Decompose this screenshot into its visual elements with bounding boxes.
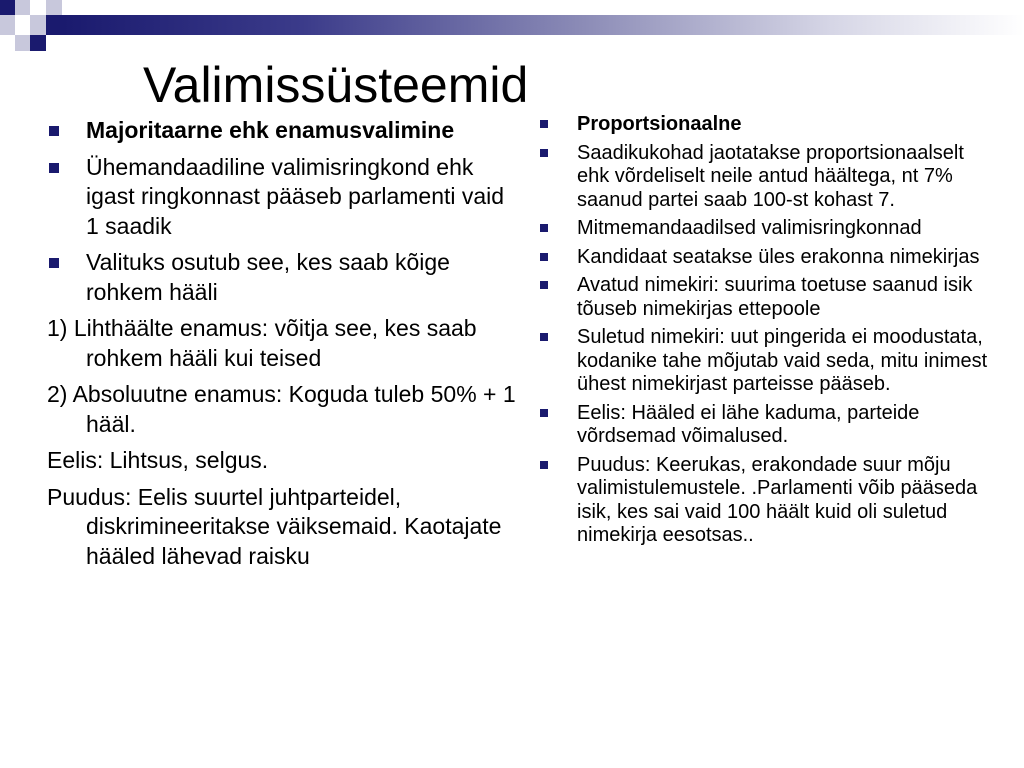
header-square-7 (15, 35, 30, 51)
list-item-text: Eelis: Hääled ei lähe kaduma, parteide võrdsemad võimalused. (577, 401, 920, 447)
list-item-text: Valituks osutub see, kes saab kõige rohkem hääli (86, 249, 450, 305)
list-item-text: Eelis: Lihtsus, selgus. (47, 447, 269, 473)
list-item (537, 274, 997, 321)
square-bullet-icon (540, 120, 548, 128)
slide-title: Valimissüsteemid (143, 57, 529, 113)
header-square-1 (0, 0, 15, 15)
list-item (47, 314, 517, 373)
list-item (47, 153, 517, 242)
list-item-text: 1) Lihthäälte enamus: võitja see, kes saab rohkem hääli kui teised (47, 315, 477, 371)
list-item-text: Saadikukohad jaotatakse proportsionaalselt ehk võrdeliselt neile antud häältega, nt 7% saanud partei saab 100-st kohast 7. (577, 141, 964, 211)
header-gradient-bar (62, 15, 1024, 35)
header-square-3 (46, 0, 62, 15)
square-bullet-icon (49, 163, 59, 173)
list-item-text: Puudus: Eelis suurtel juhtparteidel, diskrimineeritakse väiksemaid. Kaotajate hääled lähevad raisku (47, 483, 502, 569)
list-item (537, 217, 997, 241)
list-item (537, 402, 997, 449)
square-bullet-icon (540, 149, 548, 157)
list-item (537, 246, 997, 270)
square-bullet-icon (540, 333, 548, 341)
list-item-text: Suletud nimekiri: uut pingerida ei moodustata, kodanike tahe mõjutab vaid seda, mitu inimest ühest nimekirjast parteisse pääseb. (577, 326, 988, 395)
right-column-list (537, 113, 997, 553)
list-item (537, 142, 997, 213)
header-square-5 (30, 15, 46, 35)
square-bullet-icon (540, 281, 548, 289)
list-item-text: 2) Absoluutne enamus: Koguda tuleb 50% + 1 hääl. (47, 381, 516, 437)
list-item (537, 454, 997, 548)
list-item (47, 380, 517, 439)
header-square-4 (0, 15, 15, 35)
header-square-6 (46, 15, 62, 35)
list-item (537, 113, 997, 137)
list-item-text: Mitmemandaadilsed valimisringkonnad (577, 217, 922, 239)
list-item (537, 326, 997, 397)
list-item-text: Majoritaarne ehk enamusvalimine (86, 117, 455, 143)
list-item-text: Puudus: Keerukas, erakondade suur mõju valimistulemustele. .Parlamenti võib pääseda isik, kes sai vaid 100 häält kuid oli suletud nimekirja eesotsas.. (577, 453, 978, 546)
square-bullet-icon (49, 126, 59, 136)
list-item (47, 483, 517, 572)
square-bullet-icon (540, 409, 548, 417)
left-column-list (47, 116, 517, 578)
square-bullet-icon (540, 461, 548, 469)
square-bullet-icon (49, 258, 59, 268)
square-bullet-icon (540, 253, 548, 261)
list-item (47, 248, 517, 307)
list-item-text: Kandidaat seatakse üles erakonna nimekirjas (577, 245, 980, 268)
header-square-2 (15, 0, 30, 15)
list-item (47, 446, 517, 476)
header-square-8 (30, 35, 46, 51)
list-item (47, 116, 517, 146)
list-item-text: Ühemandaadiline valimisringkond ehk igast ringkonnast pääseb parlamenti vaid 1 saadik (86, 153, 505, 239)
square-bullet-icon (540, 224, 548, 232)
list-item-text: Avatud nimekiri: suurima toetuse saanud isik tõuseb nimekirjas ettepoole (577, 274, 973, 320)
list-item-text: Proportsionaalne (577, 113, 742, 135)
